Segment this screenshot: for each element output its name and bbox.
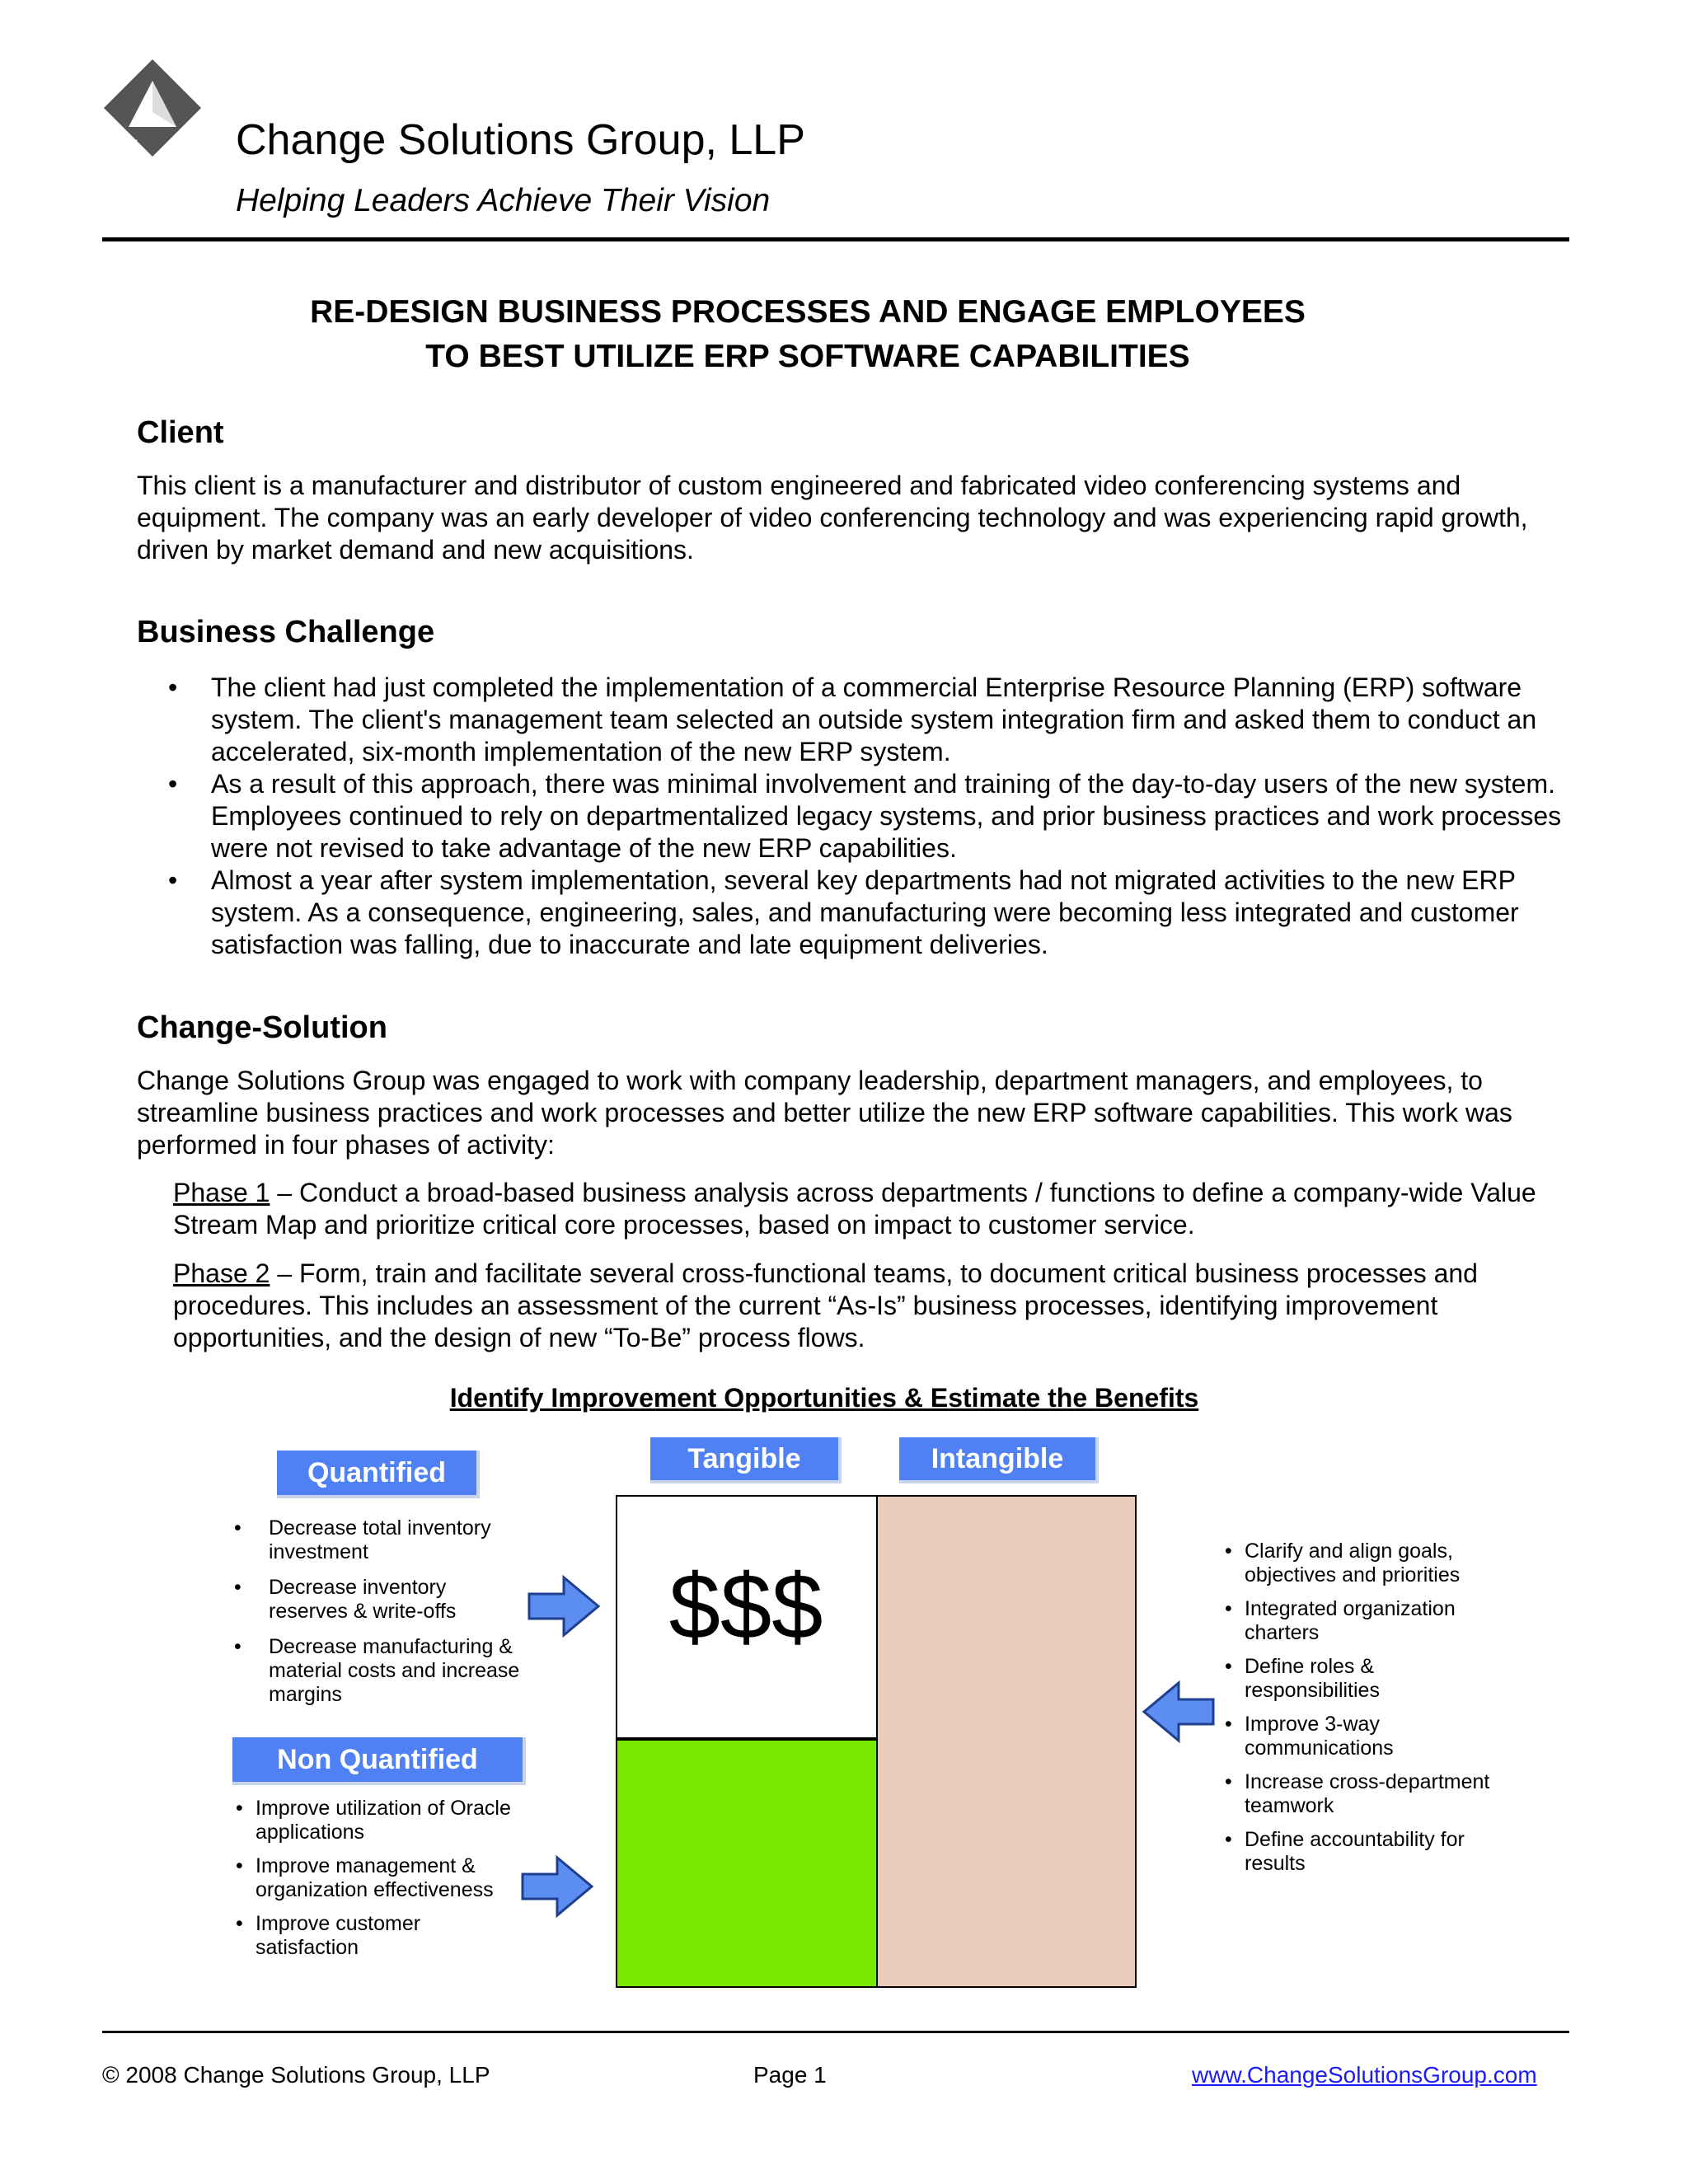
intangible-item: • Increase cross-department teamwork bbox=[1225, 1770, 1513, 1818]
tangible-non-quantified-box bbox=[616, 1739, 878, 1988]
client-heading: Client bbox=[137, 415, 224, 450]
diamond-logo-icon bbox=[102, 58, 203, 158]
non-quantified-label: Non Quantified bbox=[232, 1737, 526, 1785]
page-title bbox=[0, 290, 1615, 379]
solution-text: Change Solutions Group was engaged to work with company leadership, department managers, and employees, to streamline business practices and work processes and better utilize the new ERP software capabilities. This work was performed in four phases of activity: bbox=[137, 1066, 1512, 1160]
quantified-list bbox=[234, 1516, 531, 1718]
challenge-bullet: • Almost a year after system implementation, several key departments had not migrated activities to the new ERP system. As a consequence, engineering, sales, and manufacturing were becoming less integrated and customer satisfaction was falling, due to inaccurate and late equipment deliveries. bbox=[137, 865, 1563, 961]
non-quantified-item: • Improve management & organization effectiveness bbox=[236, 1854, 526, 1902]
phase-1 bbox=[173, 1177, 1574, 1241]
phase-1-label: Phase 1 bbox=[173, 1178, 270, 1207]
quantified-item: • Decrease manufacturing & material costs and increase margins bbox=[234, 1635, 531, 1707]
tangible-label: Tangible bbox=[650, 1437, 842, 1483]
footer-copyright: © 2008 Change Solutions Group, LLP bbox=[102, 2062, 490, 2088]
non-quantified-item: • Improve customer satisfaction bbox=[236, 1912, 526, 1960]
non-quantified-item: • Improve utilization of Oracle applications bbox=[236, 1797, 526, 1844]
title-line-2: TO BEST UTILIZE ERP SOFTWARE CAPABILITIES bbox=[425, 339, 1190, 374]
company-tagline: Helping Leaders Achieve Their Vision bbox=[236, 183, 771, 218]
challenge-bullet: • As a result of this approach, there was minimal involvement and training of the day-to-day users of the new system. Employees continued to rely on departmentalized legacy systems, and prior business practices and work processes were not revised to take advantage of the new ERP capabilities. bbox=[137, 768, 1563, 865]
intangible-item: • Integrated organization charters bbox=[1225, 1597, 1513, 1645]
challenge-bullet: • The client had just completed the implementation of a commercial Enterprise Resource Planning (ERP) software system. The client's management team selected an outside system integration firm and asked them to conduct an accelerated, six-month implementation of the new ERP system. bbox=[137, 672, 1563, 768]
challenge-heading: Business Challenge bbox=[137, 615, 435, 649]
client-text: This client is a manufacturer and distributor of custom engineered and fabricated video conferencing systems and equipment. The company was an early developer of video conferencing technology and was experiencing rapid growth, driven by market demand and new acquisitions. bbox=[137, 471, 1528, 565]
intangible-item: • Clarify and align goals, objectives and priorities bbox=[1225, 1540, 1513, 1587]
footer-page-number: Page 1 bbox=[753, 2062, 827, 2088]
phase-2-text: – Form, train and facilitate several cross-functional teams, to document critical business processes and procedures. This includes an assessment of the current “As-Is” business processes, identifying improvement opportunities, and the design of new “To-Be” process flows. bbox=[173, 1258, 1478, 1352]
dollar-signs: $$$ bbox=[668, 1555, 823, 1658]
intangible-list bbox=[1225, 1540, 1513, 1886]
phase-2 bbox=[173, 1258, 1574, 1354]
phase-2-label: Phase 2 bbox=[173, 1258, 270, 1288]
arrow-right-icon bbox=[524, 1572, 603, 1640]
intangible-label: Intangible bbox=[899, 1437, 1099, 1483]
quantified-item: • Decrease inventory reserves & write-offs bbox=[234, 1576, 531, 1624]
company-logo bbox=[102, 58, 203, 158]
svg-text:TM: TM bbox=[127, 138, 138, 147]
header-divider bbox=[102, 237, 1569, 241]
intangible-item: • Improve 3-way communications bbox=[1225, 1713, 1513, 1760]
website-link[interactable]: www.ChangeSolutionsGroup.com bbox=[1192, 2062, 1537, 2088]
quantified-label: Quantified bbox=[277, 1451, 480, 1498]
quantified-item: • Decrease total inventory investment bbox=[234, 1516, 531, 1564]
company-name: Change Solutions Group, LLP bbox=[236, 116, 805, 164]
arrow-left-icon bbox=[1139, 1678, 1218, 1746]
phase-1-text: – Conduct a broad-based business analysis across departments / functions to define a company-wide Value Stream Map and prioritize critical core processes, based on impact to customer service. bbox=[173, 1178, 1536, 1240]
intangible-box bbox=[876, 1495, 1137, 1988]
footer-website bbox=[1192, 2062, 1537, 2088]
arrow-right-icon bbox=[518, 1853, 597, 1920]
challenge-list bbox=[137, 672, 1563, 961]
footer-divider bbox=[102, 2031, 1569, 2033]
title-line-1: RE-DESIGN BUSINESS PROCESSES AND ENGAGE EMPLOYEES bbox=[310, 294, 1306, 330]
diagram-title: Identify Improvement Opportunities & Estimate the Benefits bbox=[449, 1383, 1199, 1413]
solution-heading: Change-Solution bbox=[137, 1010, 387, 1045]
intangible-item: • Define accountability for results bbox=[1225, 1828, 1513, 1876]
intangible-item: • Define roles & responsibilities bbox=[1225, 1655, 1513, 1703]
non-quantified-list bbox=[236, 1797, 526, 1970]
